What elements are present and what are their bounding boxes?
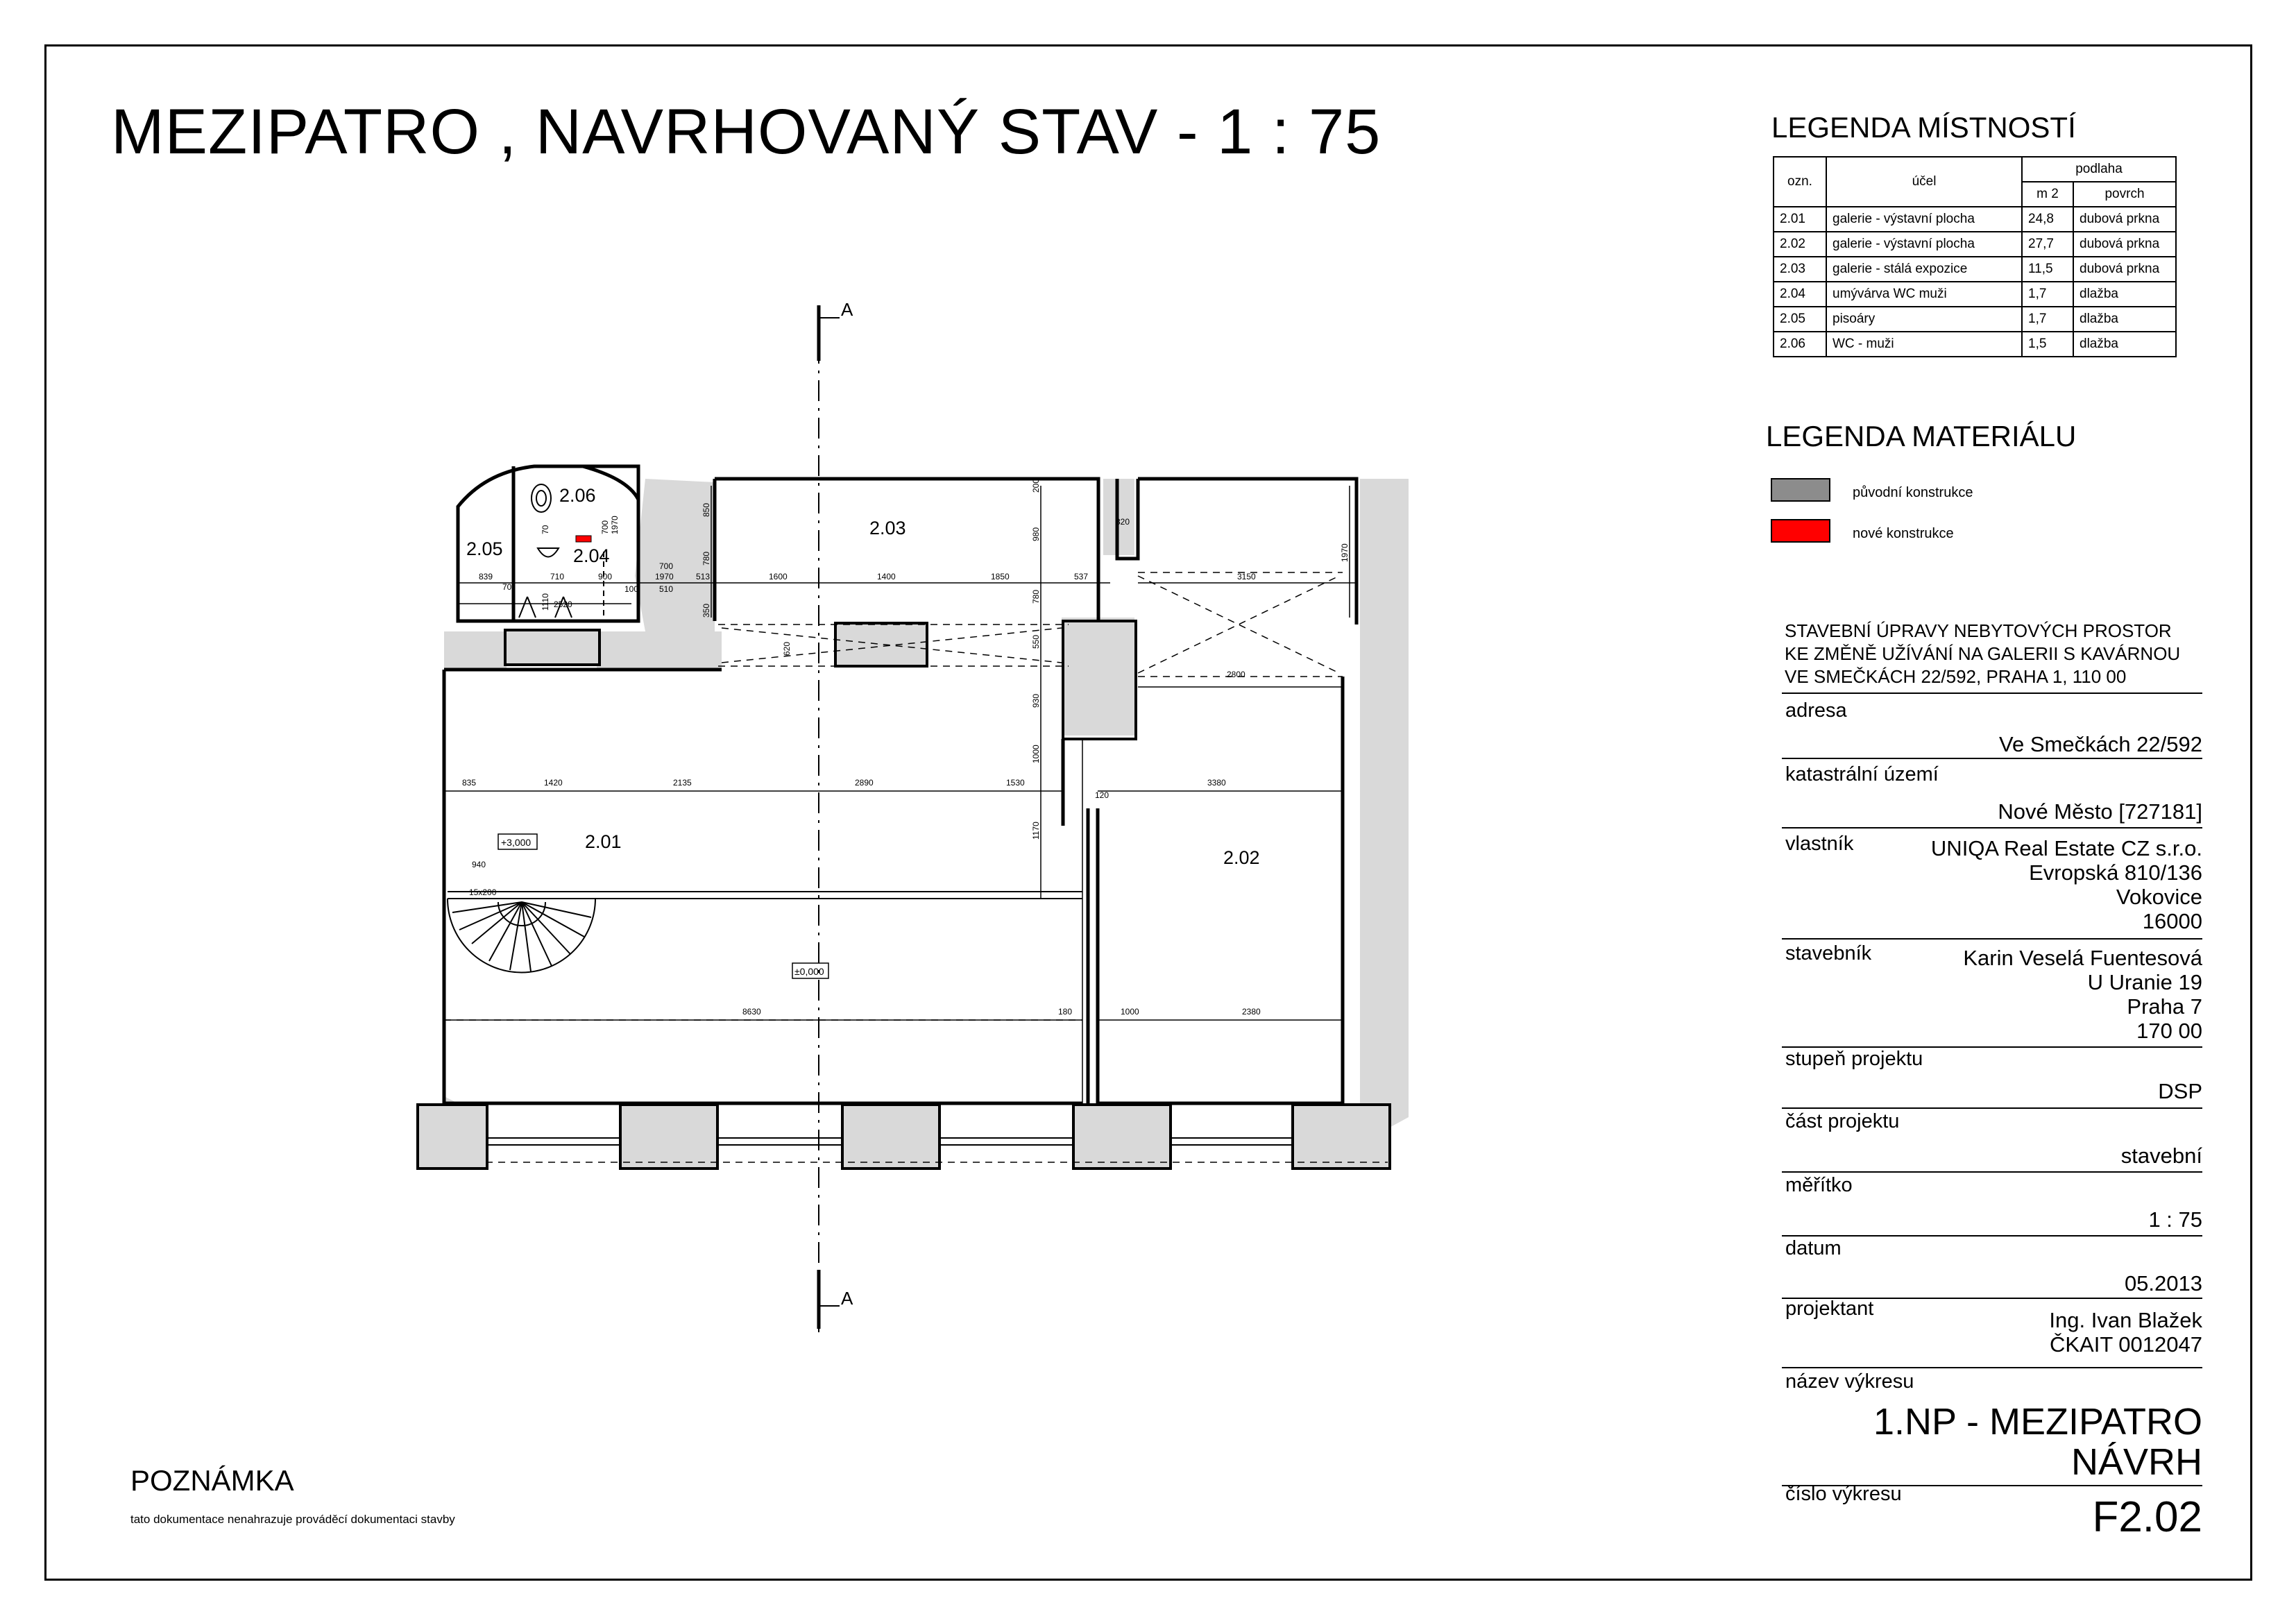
col-area-header: m 2 — [2022, 182, 2073, 207]
builder-value: Karin Veselá Fuentesová U Uranie 19 Praha 7 170 00 — [1963, 946, 2202, 1043]
svg-text:930: 930 — [1031, 693, 1041, 708]
existing-masonry — [444, 479, 1409, 1138]
room-legend-use: galerie - stálá expozice — [1826, 257, 2022, 282]
section-mark-top: A — [841, 299, 853, 320]
svg-text:940: 940 — [472, 860, 486, 869]
svg-text:1000: 1000 — [1121, 1007, 1139, 1017]
section-line — [819, 305, 840, 1332]
svg-text:1400: 1400 — [877, 572, 896, 581]
room-legend-id: 2.03 — [1774, 257, 1826, 282]
room-label-2-04: 2.04 — [573, 545, 610, 566]
room-legend-id: 2.02 — [1774, 232, 1826, 257]
room-legend-id: 2.04 — [1774, 282, 1826, 307]
scale-value: 1 : 75 — [2148, 1207, 2202, 1232]
room-legend-area: 1,5 — [2022, 332, 2073, 357]
svg-text:120: 120 — [1095, 790, 1109, 800]
svg-text:620: 620 — [782, 641, 792, 656]
original-construction-label: původní konstrukce — [1853, 485, 1973, 500]
date-value: 05.2013 — [2124, 1271, 2202, 1295]
drawing-name-label: název výkresu — [1785, 1370, 1914, 1393]
svg-text:900: 900 — [598, 572, 613, 581]
svg-text:1970: 1970 — [655, 572, 674, 581]
svg-text:780: 780 — [701, 551, 711, 566]
address-label: adresa — [1785, 699, 1847, 722]
room-label-2-05: 2.05 — [466, 538, 503, 559]
svg-text:3380: 3380 — [1207, 778, 1226, 788]
room-legend-use: galerie - výstavní plocha — [1826, 207, 2022, 232]
svg-text:2520: 2520 — [554, 600, 572, 609]
room-legend-surface: dlažba — [2073, 307, 2176, 332]
material-legend-heading: LEGENDA MATERIÁLU — [1766, 420, 2077, 452]
cadastre-label: katastrální území — [1785, 763, 1939, 785]
svg-text:200: 200 — [1031, 478, 1041, 493]
svg-text:1170: 1170 — [1031, 822, 1041, 840]
svg-text:1530: 1530 — [1006, 778, 1025, 788]
dimension-lines — [444, 486, 1357, 1103]
room-legend-surface: dlažba — [2073, 332, 2176, 357]
part-value: stavební — [2120, 1144, 2202, 1168]
new-construction-mark — [576, 536, 591, 542]
svg-text:70: 70 — [541, 525, 550, 534]
new-construction-label: nové konstrukce — [1853, 526, 1954, 541]
svg-text:100: 100 — [624, 584, 639, 594]
builder-label: stavebník — [1785, 942, 1872, 965]
stage-label: stupeň projektu — [1785, 1048, 1923, 1070]
room-legend-id: 2.01 — [1774, 207, 1826, 232]
svg-text:700: 700 — [659, 561, 674, 571]
room-legend-id: 2.05 — [1774, 307, 1826, 332]
stage-value: DSP — [2158, 1079, 2202, 1103]
svg-text:8630: 8630 — [742, 1007, 761, 1017]
svg-text:2800: 2800 — [1227, 670, 1245, 679]
svg-text:2890: 2890 — [855, 778, 874, 788]
drawing-number-label: číslo výkresu — [1785, 1483, 1902, 1505]
address-value: Ve Smečkách 22/592 — [1999, 732, 2202, 756]
col-use-header: účel — [1826, 157, 2022, 207]
room-legend-surface: dubová prkna — [2073, 257, 2176, 282]
level-upper: +3,000 — [501, 837, 532, 848]
svg-text:1850: 1850 — [991, 572, 1010, 581]
svg-text:2380: 2380 — [1242, 1007, 1261, 1017]
svg-text:180: 180 — [1058, 1007, 1073, 1017]
svg-text:850: 850 — [701, 502, 711, 517]
svg-text:1970: 1970 — [1340, 543, 1350, 562]
scale-label: měřítko — [1785, 1174, 1853, 1196]
svg-text:3150: 3150 — [1237, 572, 1256, 581]
svg-text:537: 537 — [1074, 572, 1089, 581]
svg-text:700: 700 — [600, 520, 610, 534]
svg-text:1000: 1000 — [1031, 745, 1041, 763]
date-label: datum — [1785, 1237, 1842, 1259]
section-mark-bottom: A — [841, 1288, 853, 1309]
room-legend-area: 27,7 — [2022, 232, 2073, 257]
room-legend-surface: dubová prkna — [2073, 232, 2176, 257]
room-legend-use: WC - muži — [1826, 332, 2022, 357]
svg-text:70: 70 — [502, 582, 512, 592]
svg-text:1420: 1420 — [544, 778, 563, 788]
svg-text:980: 980 — [1031, 527, 1041, 541]
col-surface-header: povrch — [2073, 182, 2176, 207]
svg-text:780: 780 — [1031, 589, 1041, 604]
room-label-2-03: 2.03 — [869, 518, 906, 538]
svg-text:350: 350 — [701, 603, 711, 618]
spiral-staircase — [448, 892, 1082, 973]
col-id-header: ozn. — [1774, 157, 1826, 207]
designer-value: Ing. Ivan Blažek ČKAIT 0012047 — [2049, 1308, 2202, 1357]
room-legend-surface: dubová prkna — [2073, 207, 2176, 232]
svg-text:1970: 1970 — [610, 516, 620, 534]
stair-label: 15x200 — [469, 887, 497, 897]
svg-text:1600: 1600 — [769, 572, 788, 581]
room-legend-use: umývárva WC muži — [1826, 282, 2022, 307]
owner-value: UNIQA Real Estate CZ s.r.o. Evropská 810/136 Vokovice 16000 — [1930, 836, 2202, 933]
note-text: tato dokumentace nenahrazuje prováděcí dokumentaci stavby — [130, 1513, 455, 1526]
room-legend-area: 11,5 — [2022, 257, 2073, 282]
drawing-number-value: F2.02 — [2092, 1493, 2202, 1541]
part-label: část projektu — [1785, 1110, 1900, 1132]
drawing-title: MEZIPATRO , NAVRHOVANÝ STAV - 1 : 75 — [111, 96, 1381, 167]
note-heading: POZNÁMKA — [130, 1464, 294, 1497]
svg-text:550: 550 — [1031, 634, 1041, 649]
room-legend-use: galerie - výstavní plocha — [1826, 232, 2022, 257]
svg-text:510: 510 — [659, 584, 674, 594]
svg-text:835: 835 — [462, 778, 477, 788]
col-floor-header: podlaha — [2022, 157, 2176, 182]
svg-text:513: 513 — [696, 572, 711, 581]
room-legend-heading: LEGENDA MÍSTNOSTÍ — [1771, 111, 2076, 144]
designer-label: projektant — [1785, 1298, 1874, 1320]
room-legend-id: 2.06 — [1774, 332, 1826, 357]
svg-text:2135: 2135 — [673, 778, 692, 788]
room-label-2-06: 2.06 — [559, 485, 596, 506]
svg-text:710: 710 — [550, 572, 565, 581]
project-description: STAVEBNÍ ÚPRAVY NEBYTOVÝCH PROSTOR KE ZMĚNĚ UŽÍVÁNÍ NA GALERII S KAVÁRNOU VE SMEČKÁCH 22/592, PRAHA 1, 110 00 — [1785, 620, 2181, 687]
room-label-2-02: 2.02 — [1223, 847, 1260, 868]
owner-label: vlastník — [1785, 833, 1854, 855]
svg-text:1110: 1110 — [541, 593, 550, 611]
svg-text:320: 320 — [1116, 517, 1130, 527]
room-legend-area: 1,7 — [2022, 307, 2073, 332]
drawing-name-value: 1.NP - MEZIPATRO NÁVRH — [1873, 1401, 2202, 1483]
svg-text:839: 839 — [479, 572, 493, 581]
room-legend-area: 24,8 — [2022, 207, 2073, 232]
room-legend-surface: dlažba — [2073, 282, 2176, 307]
room-label-2-01: 2.01 — [585, 831, 622, 852]
room-legend-use: pisoáry — [1826, 307, 2022, 332]
room-legend-area: 1,7 — [2022, 282, 2073, 307]
level-lower: ±0,000 — [794, 966, 824, 977]
facade-piers — [418, 623, 1390, 1169]
cadastre-value: Nové Město [727181] — [1998, 799, 2202, 824]
